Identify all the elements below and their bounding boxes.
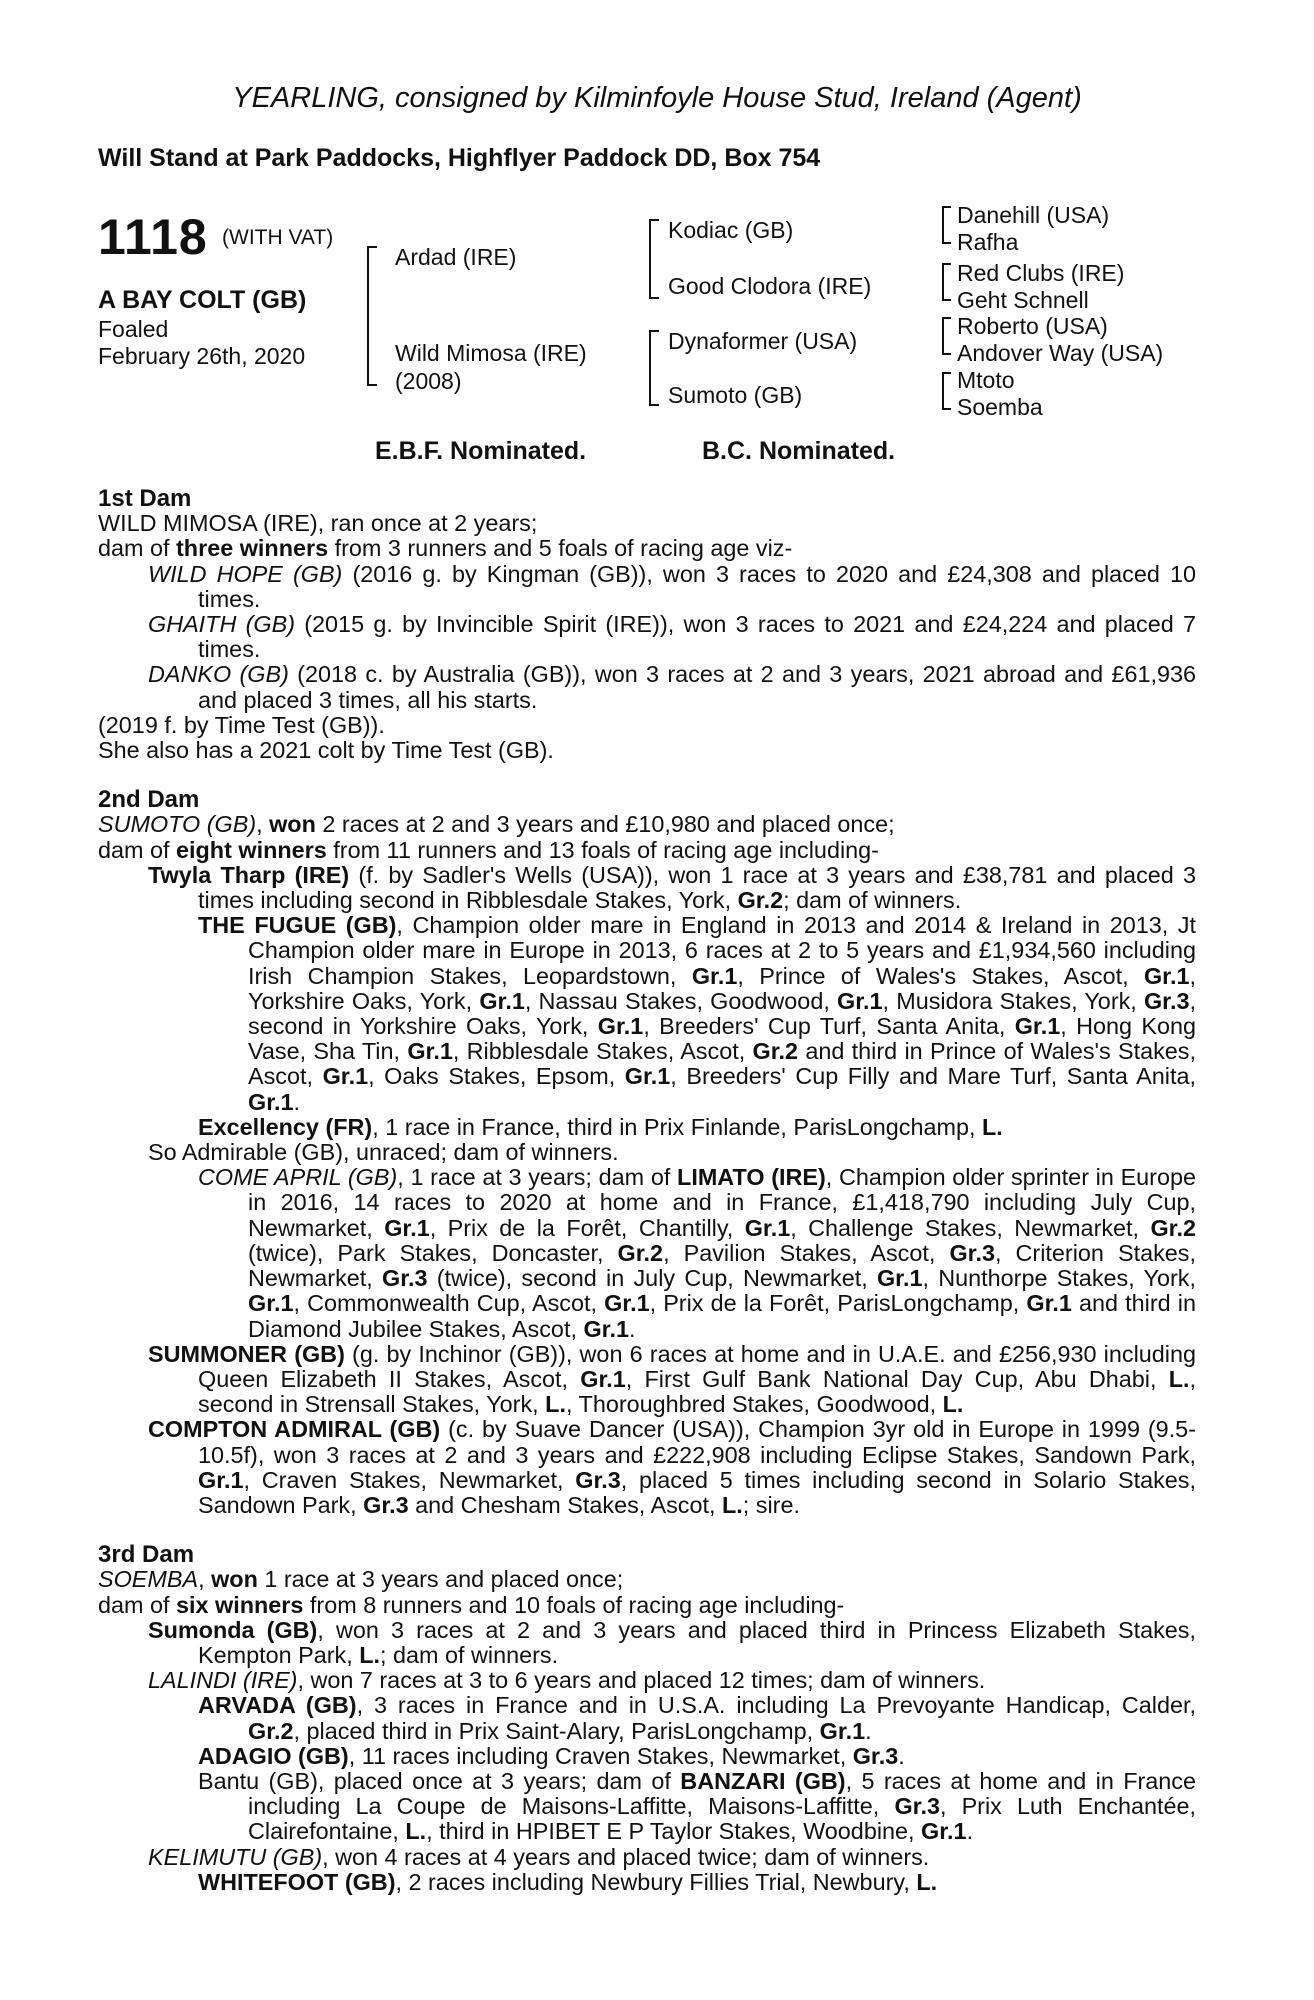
brace-ds: [942, 317, 951, 355]
sd-dam: Geht Schnell: [957, 287, 1089, 313]
produce-entry: ADAGIO (GB), 11 races including Craven Stakes, Newmarket, Gr.3.: [198, 1742, 905, 1769]
produce-entry: WILD HOPE (GB) (2016 g. by Kingman (GB)), won 3 races to 2020 and £24,308 and placed 10 times.: [148, 560, 1197, 612]
brace-dd: [942, 372, 951, 410]
second-dam-title: 2nd Dam: [98, 786, 200, 814]
dam-line: SUMOTO (GB), won 2 races at 2 and 3 years and £10,980 and placed once;: [98, 811, 895, 838]
brace-gen1: [367, 246, 377, 386]
produce-entry: WHITEFOOT (GB), 2 races including Newbury Fillies Trial, Newbury, L.: [198, 1868, 938, 1895]
first-dam-title: 1st Dam: [98, 485, 192, 512]
ds-dam: Andover Way (USA): [957, 340, 1164, 366]
dam-line: WILD MIMOSA (IRE), ran once at 2 years;: [98, 510, 538, 537]
sire-name: Ardad (IRE): [395, 244, 517, 270]
produce-entry: KELIMUTU (GB), won 4 races at 4 years and placed twice; dam of winners.: [148, 1843, 930, 1870]
dam-dam: Sumoto (GB): [668, 382, 803, 408]
dam-name: Wild Mimosa (IRE): [395, 340, 587, 366]
dam-produce-summary: dam of eight winners from 11 runners and 13 foals of racing age including-: [98, 836, 879, 863]
brace-ss: [942, 206, 951, 244]
produce-entry: Sumonda (GB), won 3 races at 2 and 3 years and placed third in Princess Elizabeth Stakes, Kempton Park, L.; dam of winners.: [148, 1616, 1196, 1668]
dam-produce-summary: dam of three winners from 3 runners and 5 foals of racing age viz-: [98, 535, 793, 562]
bc-nomination: B.C. Nominated.: [702, 437, 896, 465]
produce-entry: So Admirable (GB), unraced; dam of winners.: [148, 1139, 619, 1166]
produce-entry: (2019 f. by Time Test (GB)).: [98, 711, 385, 738]
ss-dam: Rafha: [957, 229, 1019, 255]
dam-produce-summary: dam of six winners from 8 runners and 10 foals of racing age including-: [98, 1591, 845, 1618]
consignor-line: YEARLING, consigned by Kilminfoyle House Stud, Ireland (Agent): [232, 82, 1082, 114]
produce-entry: GHAITH (GB) (2015 g. by Invincible Spirit (IRE)), won 3 races to 2021 and £24,224 and placed 7 times.: [148, 611, 1196, 663]
dd-dam: Soemba: [957, 394, 1043, 420]
dam-note: She also has a 2021 colt by Time Test (GB).: [98, 737, 554, 764]
third-dam-title: 3rd Dam: [98, 1541, 195, 1569]
ebf-nomination: E.B.F. Nominated.: [375, 437, 587, 465]
stand-location: Will Stand at Park Paddocks, Highflyer Paddock DD, Box 754: [98, 144, 821, 172]
produce-entry: Twyla Tharp (IRE) (f. by Sadler's Wells (USA)), won 1 race at 3 years and £38,781 and placed 3 times including second in Ribblesdale Stakes, York, Gr.2; dam of winners.: [148, 861, 1196, 914]
produce-entry: COMPTON ADMIRAL (GB) (c. by Suave Dancer (USA)), Champion 3yr old in Europe in 1999 (9.5-10.5f), won 3 races at 2 and 3 years and £222,908 including Eclipse Stakes, Sandown Park, Gr.1, Craven Stakes, Newmarket, Gr.3, placed 5 times including second in Solario Stakes, Sandown Park, Gr.3 and Chesham Stakes, Ascot, L.; sire.: [148, 1416, 1196, 1518]
produce-entry: ARVADA (GB), 3 races in France and in U.S.A. including La Prevoyante Handicap, Calder, Gr.2, placed third in Prix Saint-Alary, ParisLongchamp, Gr.1.: [198, 1692, 1197, 1744]
dam-line: SOEMBA, won 1 race at 3 years and placed once;: [98, 1566, 624, 1593]
produce-entry: LALINDI (IRE), won 7 races at 3 to 6 years and placed 12 times; dam of winners.: [148, 1667, 986, 1694]
produce-entry: Bantu (GB), placed once at 3 years; dam of BANZARI (GB), 5 races at home and in France including La Coupe de Maisons-Laffitte, Maisons-Laffitte, Gr.3, Prix Luth Enchantée, Clairefontaine, L., third in HPIBET E P Taylor Stakes, Woodbine, Gr.1.: [198, 1767, 1197, 1845]
ss-sire: Danehill (USA): [957, 202, 1110, 228]
brace-sd: [942, 263, 951, 301]
produce-entry: COME APRIL (GB), 1 race at 3 years; dam of LIMATO (IRE), Champion older sprinter in Europe in 2016, 14 races to 2020 at home and in France, £1,418,790 including July Cup, Newmarket, Gr.1, Prix de la Forêt, Chantilly, Gr.1, Challenge Stakes, Newmarket, Gr.2 (twice), Park Stakes, Doncaster, Gr.2, Pavilion Stakes, Ascot, Gr.3, Criterion Stakes, Newmarket, Gr.3 (twice), second in July Cup, Newmarket, Gr.1, Nunthorpe Stakes, York, Gr.1, Commonwealth Cup, Ascot, Gr.1, Prix de la Forêt, ParisLongchamp, Gr.1 and third in Diamond Jubilee Stakes, Ascot, Gr.1.: [198, 1164, 1196, 1342]
second-dam-section: [98, 787, 1196, 1518]
sire-sire: Kodiac (GB): [668, 217, 794, 243]
lot-number: 1118: [98, 209, 208, 265]
dam-sire: Dynaformer (USA): [668, 328, 858, 354]
dam-year: (2008): [395, 368, 462, 394]
produce-entry: Excellency (FR), 1 race in France, third in Prix Finlande, ParisLongchamp, L.: [198, 1113, 1003, 1140]
sire-dam: Good Clodora (IRE): [668, 273, 872, 299]
sd-sire: Red Clubs (IRE): [957, 260, 1125, 286]
ds-sire: Roberto (USA): [957, 313, 1108, 339]
foaled-date: February 26th, 2020: [98, 343, 306, 369]
produce-entry: THE FUGUE (GB), Champion older mare in England in 2013 and 2014 & Ireland in 2013, Jt Champion older mare in Europe in 2013, 6 races at 2 to 5 years and £1,934,560 including Irish Champion Stakes, Leopardstown, Gr.1, Prince of Wales's Stakes, Ascot, Gr.1, Yorkshire Oaks, York, Gr.1, Nassau Stakes, Goodwood, Gr.1, Musidora Stakes, York, Gr.3, second in Yorkshire Oaks, York, Gr.1, Breeders' Cup Turf, Santa Anita, Gr.1, Hong Kong Vase, Sha Tin, Gr.1, Ribblesdale Stakes, Ascot, Gr.2 and third in Prince of Wales's Stakes, Ascot, Gr.1, Oaks Stakes, Epsom, Gr.1, Breeders' Cup Filly and Mare Turf, Santa Anita, Gr.1.: [198, 912, 1197, 1115]
brace-dam: [649, 330, 659, 406]
catalogue-body: [98, 486, 1196, 1895]
vat-note: (WITH VAT): [222, 226, 334, 249]
brace-sire: [649, 219, 659, 299]
dd-sire: Mtoto: [957, 367, 1015, 393]
produce-entry: DANKO (GB) (2018 c. by Australia (GB)), won 3 races at 2 and 3 years, 2021 abroad and £61,936 and placed 3 times, all his starts.: [148, 661, 1196, 713]
lot-description: A BAY COLT (GB): [98, 286, 307, 314]
first-dam-section: [98, 486, 1196, 763]
foaled-label: Foaled: [98, 316, 169, 342]
produce-entry: SUMMONER (GB) (g. by Inchinor (GB)), won 6 races at home and in U.A.E. and £256,930 including Queen Elizabeth II Stakes, Ascot, Gr.1, First Gulf Bank National Day Cup, Abu Dhabi, L., second in Strensall Stakes, York, L., Thoroughbred Stakes, Goodwood, L.: [148, 1340, 1196, 1418]
third-dam-section: [98, 1542, 1196, 1895]
